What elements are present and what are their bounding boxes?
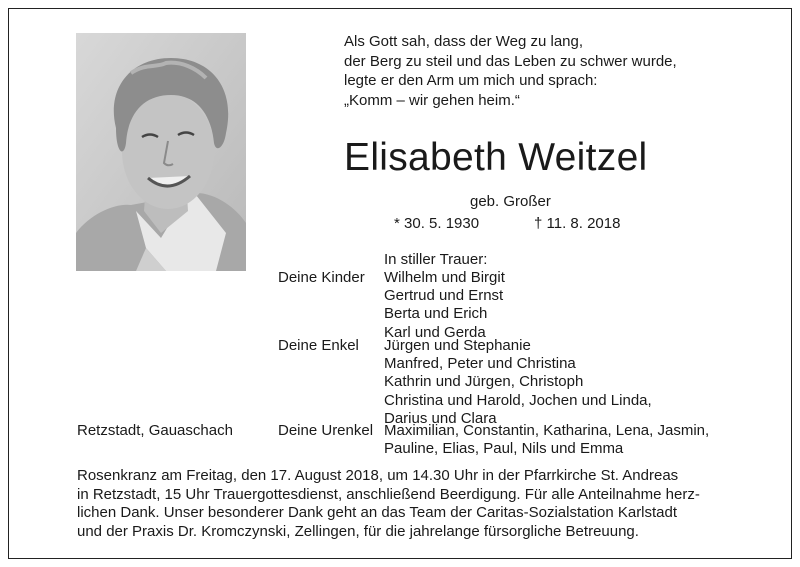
deceased-name: Elisabeth Weitzel [344, 136, 648, 179]
footer-line: lichen Dank. Unser besonderer Dank geht an das Team der Caritas-Sozialstation Karlstadt [77, 504, 678, 522]
funeral-details [77, 467, 727, 541]
portrait-photo [76, 33, 246, 271]
grandchildren-names [384, 337, 652, 428]
poem [344, 32, 677, 110]
relation-label-great-grandchildren: Deine Urenkel [278, 422, 374, 439]
mourning-header: In stiller Trauer: [384, 251, 488, 268]
maiden-name: geb. Großer [470, 193, 551, 210]
poem-line: legte er den Arm um mich und sprach: [344, 72, 598, 89]
footer-line: und der Praxis Dr. Kromczynski, Zellingen, für die jahrelange fürsorgliche Betreuung. [77, 522, 639, 540]
name-line: Darius und Clara [384, 409, 497, 427]
children-names [384, 269, 505, 342]
death-date: † 11. 8. 2018 [534, 215, 621, 232]
name-line: Kathrin und Jürgen, Christoph [384, 373, 584, 391]
name-line: Berta und Erich [384, 305, 488, 323]
poem-line: der Berg zu steil und das Leben zu schwer wurde, [344, 52, 677, 70]
place-of-residence: Retzstadt, Gauaschach [77, 422, 233, 439]
name-line: Gertrud und Ernst [384, 287, 504, 305]
name-line: Karl und Gerda [384, 323, 486, 341]
footer-line: Rosenkranz am Freitag, den 17. August 2018, um 14.30 Uhr in der Pfarrkirche St. Andreas [77, 467, 679, 484]
name-line: Pauline, Elias, Paul, Nils und Emma [384, 440, 624, 458]
poem-line: Als Gott sah, dass der Weg zu lang, [344, 33, 584, 50]
name-line: Maximilian, Constantin, Katharina, Lena, Jasmin, [384, 422, 710, 439]
relation-label-grandchildren: Deine Enkel [278, 337, 359, 354]
poem-line: „Komm – wir gehen heim.“ [344, 91, 520, 109]
name-line: Wilhelm und Birgit [384, 269, 505, 286]
birth-date: * 30. 5. 1930 [394, 215, 480, 232]
name-line: Manfred, Peter und Christina [384, 355, 576, 373]
great-grandchildren-names [384, 422, 709, 458]
name-line: Christina und Harold, Jochen und Linda, [384, 391, 652, 409]
footer-line: in Retzstadt, 15 Uhr Trauergottesdienst, anschließend Beerdigung. Für alle Anteilnahme herz- [77, 485, 700, 503]
name-line: Jürgen und Stephanie [384, 337, 531, 354]
relation-label-children: Deine Kinder [278, 269, 365, 286]
